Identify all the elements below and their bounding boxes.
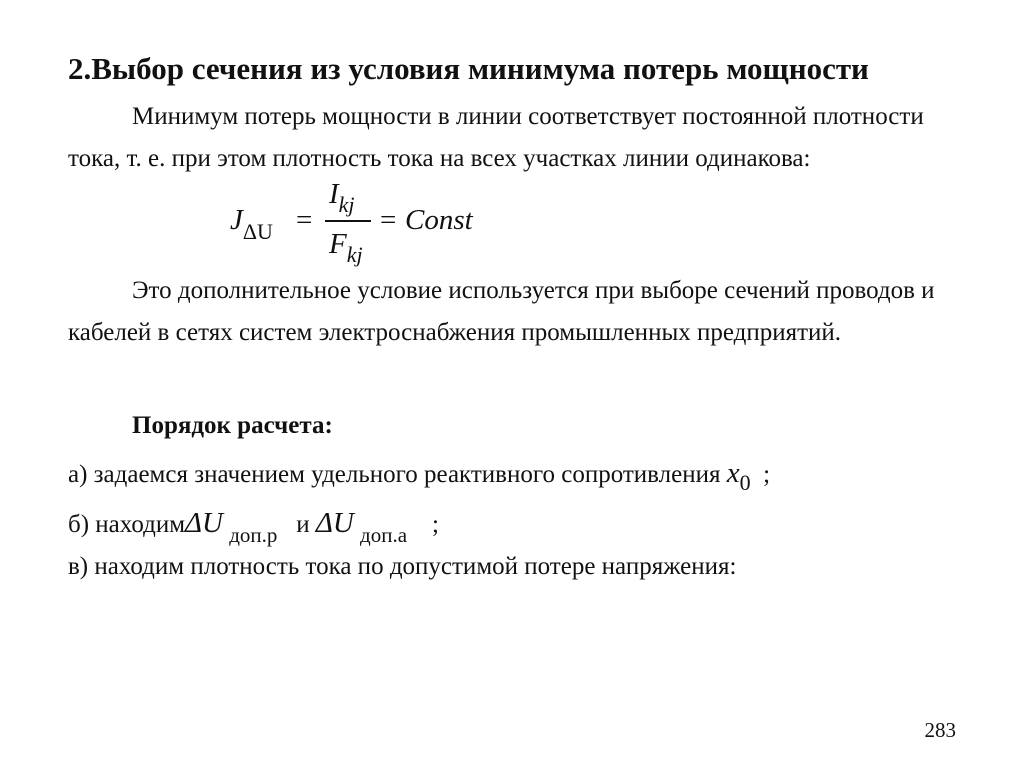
formula-equals-1: = <box>296 204 313 236</box>
page-number: 283 <box>924 718 956 742</box>
formula-equals-2: = <box>380 204 397 236</box>
fraction-denominator: $F_{kj}$ <box>329 228 363 267</box>
page-title: 2.Выбор сечения из условия минимума потерь мощности <box>68 51 869 86</box>
fraction-bar <box>325 220 371 222</box>
paragraph-additional-condition: Это дополнительное условие используется при выборе сечений проводов и кабелей в сетях систем электроснабжения промышленных предприятий. <box>68 277 935 346</box>
step-b-symbol-1: ΔU <box>185 507 223 539</box>
step-b: б) находимΔU $_{доп.р}$ и ΔU $_{доп.а}$ ; <box>68 507 439 547</box>
fraction-numerator: $I_{kj}$ <box>329 178 355 217</box>
step-c: в) находим плотность тока по допустимой потере напряжения: <box>68 553 737 580</box>
formula-j-subscript: ΔU <box>242 219 273 244</box>
current-density-formula <box>230 178 550 278</box>
paragraph-min-losses: Минимум потерь мощности в линии соответствует постоянной плотности тока, т. е. при этом плотность тока на всех участках линии одинакова: <box>68 103 924 172</box>
step-b-subscript-1: доп.р <box>229 523 278 547</box>
formula-j: $J_{\Delta U}$ <box>230 204 273 244</box>
step-a: а) задаемся значением удельного реактивного сопротивления $x_0$ ; <box>68 457 771 495</box>
formula-const: Const <box>405 204 473 236</box>
step-b-subscript-2: доп.а <box>360 523 408 547</box>
procedure-heading: Порядок расчета: <box>132 412 333 439</box>
step-b-symbol-2: ΔU <box>315 507 354 539</box>
step-a-variable: $x_0$ <box>726 457 751 495</box>
